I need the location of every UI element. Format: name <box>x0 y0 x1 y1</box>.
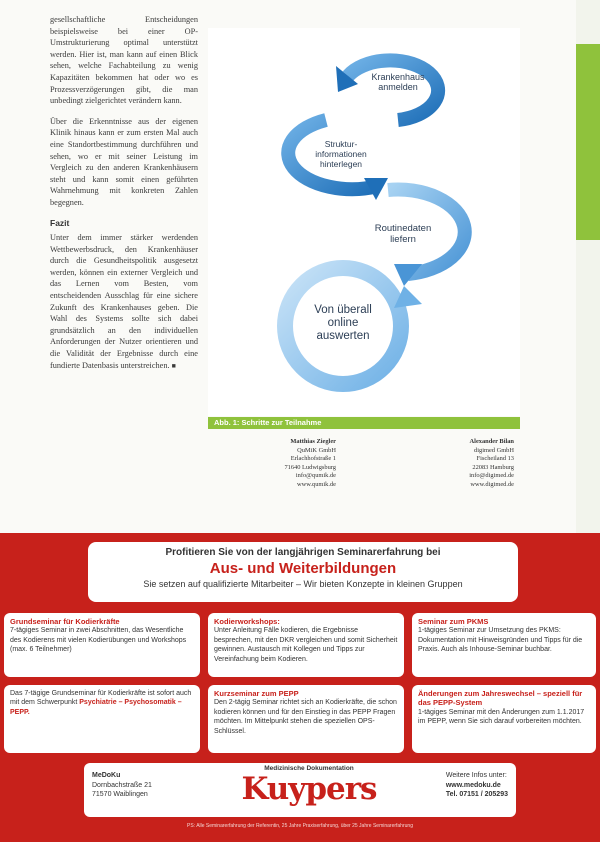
step-label-1: Krankenhaus anmelden <box>371 72 425 93</box>
process-figure <box>208 28 520 416</box>
ad-box-title: Seminar zum PKMS <box>418 617 489 626</box>
ad-box-kodierworkshops <box>208 613 404 677</box>
ad-box-jahreswechsel <box>412 685 596 753</box>
logo-subtitle: Medizinische Dokumentation <box>264 765 354 772</box>
ad-footer <box>84 763 516 817</box>
ad-box-body: Das 7-tägige Grundseminar für Kodierkräfte ist sofort auch mit dem Schwerpunkt <box>10 690 192 707</box>
ad-box-body: 1-tägiges Seminar mit den Änderungen zum 1.1.2017 im PEPP, wenn Sie sich darauf vorbereiten möchten. <box>418 708 585 726</box>
step-label-3: Routinedaten liefern <box>374 223 432 245</box>
contact-1-web[interactable]: www.qumik.de <box>297 480 336 488</box>
contact-2-name: Alexander Bilan <box>469 438 514 445</box>
step-label-4: Von überall online auswerten <box>314 304 372 343</box>
ad-header <box>88 542 518 602</box>
ad-subline: Sie setzen auf qualifizierte Mitarbeiter – Wir bieten Konzepte in kleinen Gruppen <box>143 579 463 589</box>
contact-1-email[interactable]: info@qumik.de <box>295 472 336 480</box>
contact-1-street: Erlachhofstraße 1 <box>290 455 336 463</box>
ad-box-title: Grundseminar für Kodierkräfte <box>10 617 120 626</box>
contact-1-city: 71640 Ludwigsburg <box>284 463 336 471</box>
ad-box-title: Änderungen zum Jahreswechsel – speziell für das PEPP-System <box>418 689 583 708</box>
ad-headline: Aus- und Weiterbildungen <box>209 560 397 577</box>
contact-2-company: digimed GmbH <box>474 446 514 454</box>
contact-1 <box>206 438 336 490</box>
ad-box-title: Kodierworkshops: <box>214 617 280 626</box>
ad-company: MeDoKu <box>92 772 121 779</box>
section-tab-label: MEDIZINCONTROLLING <box>502 50 514 194</box>
contact-1-name: Matthias Ziegler <box>290 438 336 445</box>
contact-2-city: 22083 Hamburg <box>472 463 514 471</box>
ad-street: Dornbachstraße 21 <box>92 781 152 789</box>
article-paragraph-2: Über die Erkenntnisse aus der eigenen Klinik hinaus kann er zum ersten Mal auch eine Standortbestimmung durchführen und sehen, wo er mit seiner Leistung im Vergleich zu den anderen Krankenhäusern steht und kann somit einen geführten Wahrnehmung mit konkreten Zahlen begegnen. <box>50 116 198 207</box>
article-column <box>50 14 198 381</box>
ad-city: 71570 Waiblingen <box>92 791 148 798</box>
article-paragraph-1: gesellschaftliche Entscheidungen beispielsweise bei einer OP-Umstrukturierung optimal unterstützt werden. Hier ist, man kann auf einen Blick sehen, welche Fachabteilung zu wenig Kapazitäten bekommen hat oder wo es Prozessverzögerungen gibt, die man unbedingt zielgerichtet verändern kann. <box>50 15 198 106</box>
contact-2-email[interactable]: info@digimed.de <box>469 472 514 480</box>
ad-contact <box>446 771 508 800</box>
seminar-advertisement <box>0 533 600 842</box>
ad-box-pkms <box>412 613 596 677</box>
ad-footnote: PS: Alle Seminarerfahrung der Referentin, 25 Jahre Praxiserfahrung, über 25 Jahre Seminarerfahrung <box>187 823 413 829</box>
ad-info-label: Weitere Infos unter: <box>445 772 507 779</box>
step-label-2: Struktur- informationen hinterlegen <box>315 139 367 169</box>
contact-2-street: Fischeiland 13 <box>476 455 514 463</box>
ad-intro: Profitieren Sie von der langjährigen Seminarerfahrung bei <box>165 547 441 558</box>
ad-box-body: 1-tägiges Seminar zur Umsetzung des PKMS: Dokumentation mit Hinweisgründen und Tipps für die Praxis. Auch als Inhouse-Seminar buchbar. <box>418 627 583 654</box>
ad-web-link[interactable]: www.medoku.de <box>445 781 501 789</box>
ad-phone: Tel. 07151 / 205293 <box>445 791 508 798</box>
contact-1-company: QuMiK GmbH <box>297 446 336 454</box>
ad-box-highlight: Psychiatrie – Psychosomatik – PEPP. <box>10 699 182 716</box>
ad-box-title: Kurzseminar zum PEPP <box>214 689 299 698</box>
contact-2 <box>384 438 514 490</box>
contact-2-web[interactable]: www.digimed.de <box>470 480 514 488</box>
ad-box-body: Unter Anleitung Fälle kodieren, die Ergebnisse besprechen, mit den DKR vergleichen und somit Sicherheit gewinnen. Austausch mit Kollegen und Tipps zur Vereinfachung beim Kodieren. <box>214 627 398 663</box>
figure-caption: Abb. 1: Schritte zur Teilnahme <box>208 417 520 429</box>
ad-box-body: Den 2-tägig Seminar richtet sich an Kodierkräfte, die schon kodieren können und für den Einstieg in das PEPP Fragen möchten. Im Mittelpunkt stehen die speziellen OPS-Schlüssel. <box>214 699 397 735</box>
ad-box-pepp <box>208 685 404 753</box>
article-heading: Fazit <box>50 217 70 228</box>
article-paragraph-3: Unter dem immer stärker werdenden Wettbewerbsdruck, den Krankenhäuser durch die Gesundheitspolitik ausgesetzt werden, können ein externer Vergleich und das Lernen vom Besten, vom entscheidenden Ausschlag für eine sichere Zukunft des Krankenhauses geben. Die Wahl des Systems sollte sich dabei grundsätzlich an den individuellen Anforderungen der Nutzer orientieren und die Validität der Ergebnisse durch eine fundierte Datenbasis unterstreichen. ■ <box>50 233 198 370</box>
ad-box-psychiatrie <box>4 685 200 753</box>
kuypers-logo <box>234 765 384 815</box>
logo-wordmark: Kuypers <box>241 771 377 807</box>
section-tab <box>502 44 600 240</box>
end-mark-icon: ■ <box>171 361 176 370</box>
ad-box-grundseminar <box>4 613 200 677</box>
ad-box-body: 7-tägiges Seminar in zwei Abschnitten, das Wesentliche des Kodierens mit vielen Kodierübungen und Workshops (max. 6 Teilnehmer) <box>10 627 187 654</box>
ad-address <box>92 771 152 800</box>
